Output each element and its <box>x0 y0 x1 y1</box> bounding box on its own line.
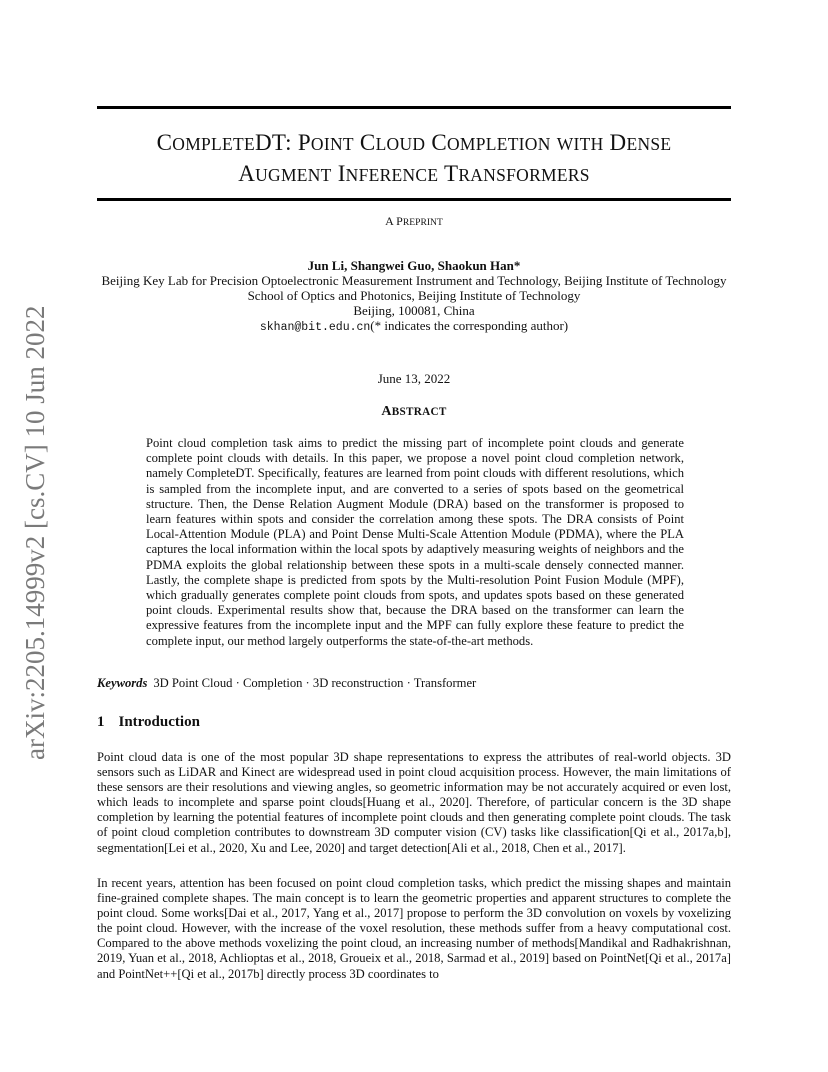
affiliation-line-3: Beijing, 100081, China <box>353 303 475 318</box>
intro-paragraph-2 <box>97 876 731 982</box>
author-email-link[interactable]: skhan@bit.edu.cn <box>259 321 371 334</box>
affiliation-email-line <box>97 318 731 336</box>
keywords-line <box>97 676 476 691</box>
title-rule-top <box>97 106 731 109</box>
section-number: 1 <box>97 714 105 730</box>
preprint-label: A PREPRINT <box>385 214 443 228</box>
paper-title <box>97 128 731 190</box>
abstract-heading: ABSTRACT <box>381 404 447 419</box>
paper-date: June 13, 2022 <box>377 371 451 386</box>
intro-paragraph-2-text: In recent years, attention has been focused on point cloud completion tasks, which predict the missing shapes and maintain fine-grained complete shapes. The main concept is to learn the geometric properties and apparent structures to complete the point cloud. Some works[Dai et al., 2017, Yang et al., 2017] propose to perform the 3D convolution on voxels by voxelizing the point cloud. However, with the increase of the voxel resolution, these methods suffer from a heavy computational cost. Compared to the above methods voxelizing the point cloud, an increasing number of methods[Mandikal and Radhakrishnan, 2019, Yuan et al., 2018, Achlioptas et al., 2018, Groueix et al., 2018, Sarmad et al., 2019] based on PointNet[Qi et al., 2017a] and PointNet++[Qi et al., 2017b] directly process 3D coordinates to <box>97 876 731 981</box>
email-note: (* indicates the corresponding author) <box>370 318 569 333</box>
intro-paragraph-1-text: Point cloud data is one of the most popular 3D shape representations to express the attributes of real-world objects. 3D sensors such as LiDAR and Kinect are widespread used in point cloud acquisition process. However, the main limitations of these sensors are their resolutions and viewing angles, so geometric information may be not accurately acquired or even lost, which leads to incomplete and sparse point clouds[Huang et al., 2020]. Therefore, of particular concern is the 3D shape completion by learning the potential features of incomplete point clouds and then generating complete point clouds. The task of point cloud completion contributes to downstream 3D computer vision (CV) tasks like classification[Qi et al., 2017a,b], segmentation[Lei et al., 2020, Xu and Lee, 2020] and target detection[Ali et al., 2018, Chen et al., 2017]. <box>97 750 731 855</box>
section-title: Introduction <box>118 714 200 730</box>
title-line-1: COMPLETEDT: POINT CLOUD COMPLETION WITH DENSE <box>156 130 672 155</box>
abstract-body <box>146 436 684 649</box>
abstract-text: Point cloud completion task aims to predict the missing part of incomplete point clouds and generate complete point clouds with details. In this paper, we propose a novel point cloud completion network, namely CompleteDT. Specifically, features are learned from point clouds with different resolutions, which is sampled from the incomplete input, and are converted to a series of spots based on the geometrical structure. Then, the Dense Relation Augment Module (DRA) based on the transformer is proposed to learn features within spots and consider the correlation among these spots. The DRA consists of Point Local-Attention Module (PLA) and Point Dense Multi-Scale Attention Module (PDMA), where the PLA captures the local information within the local spots by adaptively measuring weights of neighbors and the PDMA exploits the global relationship between these spots in a multi-scale densely connected manner. Lastly, the complete shape is predicted from spots by the Multi-resolution Point Fusion Module (MPF), which gradually generates complete point clouds from spots, and updates spots based on these generated point clouds. Experimental results show that, because the DRA based on the transformer can learn the expressive features from the incomplete input and the MPF can fully explore these feature to predict the complete input, our method largely outperforms the state-of-the-art methods. <box>146 436 684 648</box>
section-heading <box>97 714 200 731</box>
arxiv-stamp: arXiv:2205.14999v2 [cs.CV] 10 Jun 2022 <box>20 305 50 760</box>
title-rule-bottom <box>97 198 731 201</box>
title-line-2: AUGMENT INFERENCE TRANSFORMERS <box>238 161 590 186</box>
affiliation-line-1: Beijing Key Lab for Precision Optoelectronic Measurement Instrument and Technology, Beijing Institute of Technology <box>101 273 727 288</box>
intro-paragraph-1 <box>97 750 731 856</box>
authors: Jun Li, Shangwei Guo, Shaokun Han* <box>307 258 521 273</box>
keywords-text: 3D Point Cloud · Completion · 3D reconstruction · Transformer <box>153 676 477 690</box>
keywords-label: Keywords <box>97 676 148 690</box>
affiliation-line-2: School of Optics and Photonics, Beijing Institute of Technology <box>247 288 581 303</box>
